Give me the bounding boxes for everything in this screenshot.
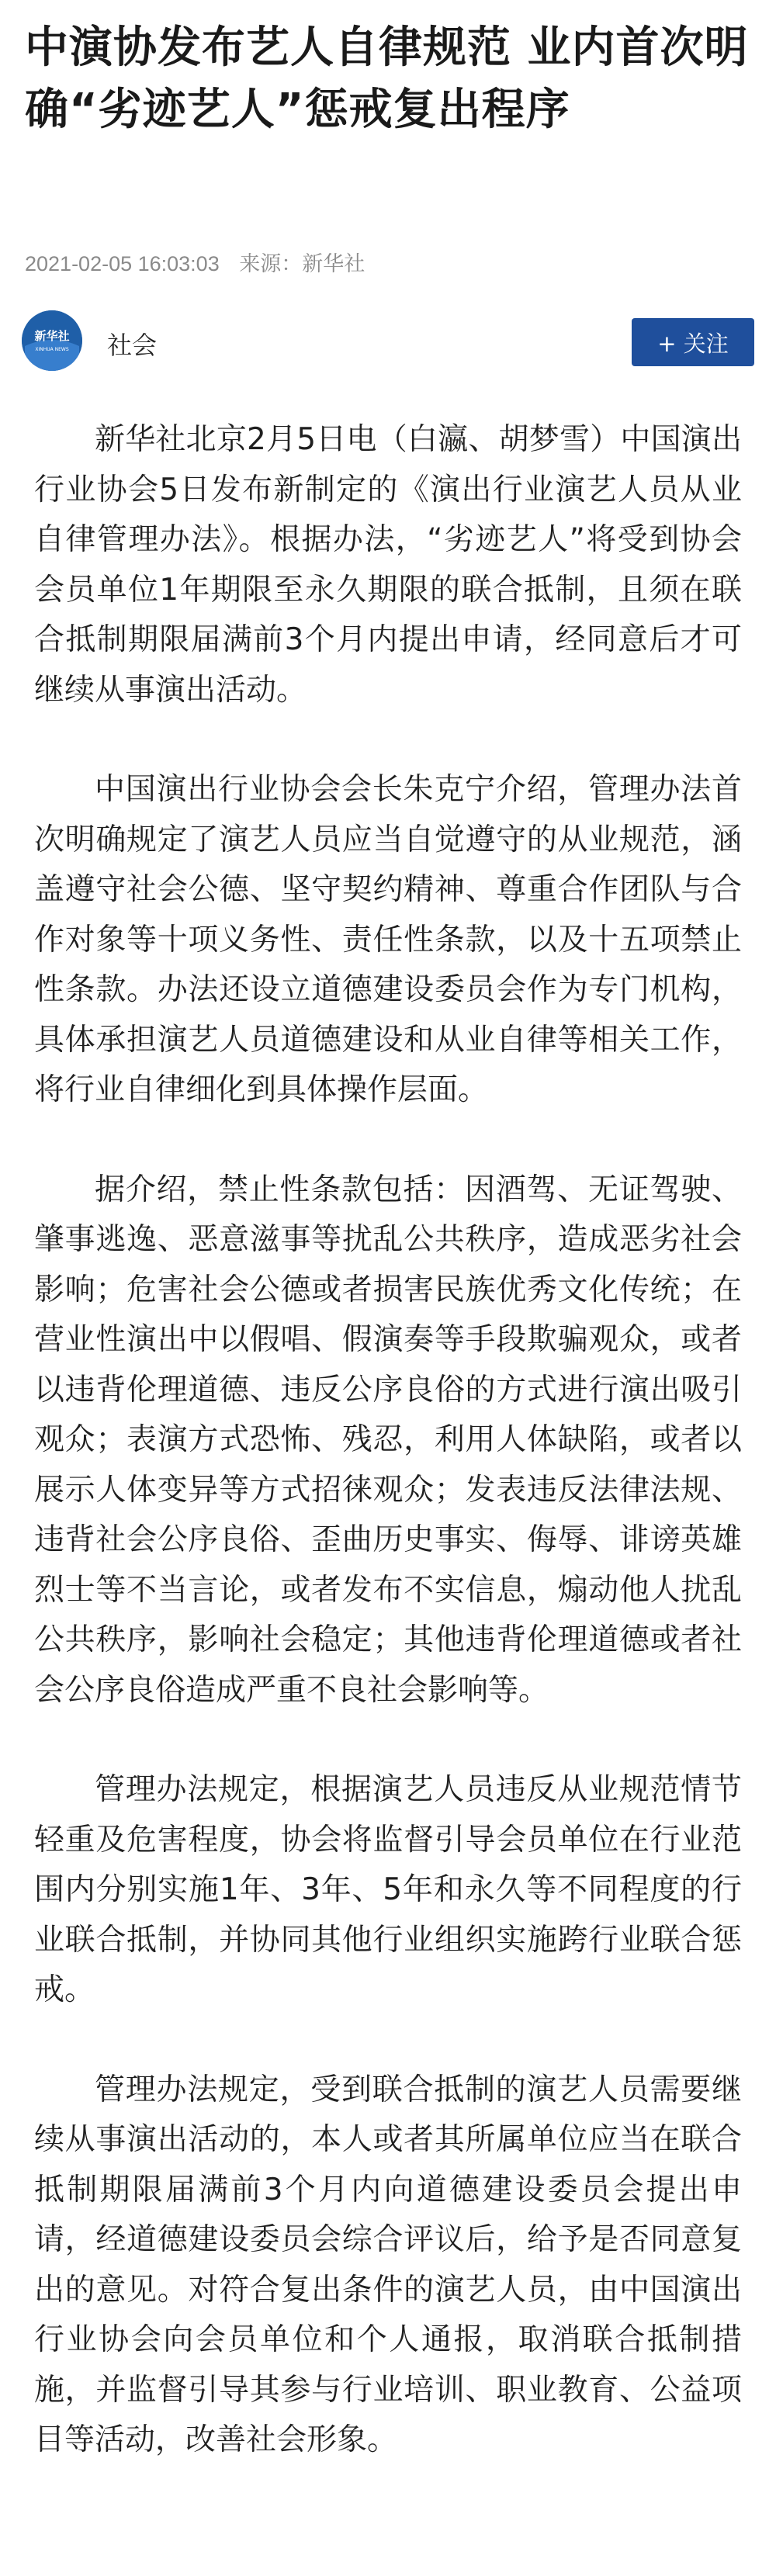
paragraph: 管理办法规定，受到联合抵制的演艺人员需要继续从事演出活动的，本人或者其所属单位应当在联合抵制期限届满前3个月内向道德建设委员会提出申请，经道德建设委员会综合评议后，给予是否同意复出的意见。对符合复出条件的演艺人员，由中国演出行业协会向会员单位和个人通报，取消联合抵制措施，并监督引导其参与行业培训、职业教育、公益项目等活动，改善社会形象。 [34,2072,742,2457]
follow-button[interactable]: + 关注 [632,318,754,366]
xinhua-logo-icon[interactable] [22,310,82,371]
logo-text: 新华社 [34,329,70,343]
publish-datetime: 2021-02-05 16:03:03 [25,252,220,275]
channel-name[interactable]: 社会 [107,331,158,360]
paragraph: 管理办法规定，根据演艺人员违反从业规范情节轻重及危害程度，协会将监督引导会员单位在行业范围内分别实施1年、3年、5年和永久等不同程度的行业联合抵制，并协同其他行业组织实施跨行业联合惩戒。 [34,1772,742,2007]
article-body [34,415,742,2515]
article-source: 来源：新华社 [239,252,365,275]
article-title: 中演协发布艺人自律规范 业内首次明确“劣迹艺人”惩戒复出程序 [25,23,749,135]
paragraph: 据介绍，禁止性条款包括：因酒驾、无证驾驶、肇事逃逸、恶意滋事等扰乱公共秩序，造成恶劣社会影响；危害社会公德或者损害民族优秀文化传统；在营业性演出中以假唱、假演奏等手段欺骗观众，或者以违背伦理道德、违反公序良俗的方式进行演出吸引观众；表演方式恐怖、残忍，利用人体缺陷，或者以展示人体变异等方式招徕观众；发表违反法律法规、违背社会公序良俗、歪曲历史事实、侮辱、诽谤英雄烈士等不当言论，或者发布不实信息，煽动他人扰乱公共秩序，影响社会稳定；其他违背伦理道德或者社会公序良俗造成严重不良社会影响等。 [34,1172,742,1708]
paragraph: 中国演出行业协会会长朱克宁介绍，管理办法首次明确规定了演艺人员应当自觉遵守的从业规范，涵盖遵守社会公德、坚守契约精神、尊重合作团队与合作对象等十项义务性、责任性条款，以及十五项禁止性条款。办法还设立道德建设委员会作为专门机构，具体承担演艺人员道德建设和从业自律等相关工作，将行业自律细化到具体操作层面。 [34,772,742,1107]
article-meta [25,247,379,277]
paragraph: 新华社北京2月5日电（白瀛、胡梦雪）中国演出行业协会5日发布新制定的《演出行业演艺人员从业自律管理办法》。根据办法，“劣迹艺人”将受到协会会员单位1年期限至永久期限的联合抵制，且须在联合抵制期限届满前3个月内提出申请，经同意后才可继续从事演出活动。 [34,422,742,708]
channel-bar [22,310,754,372]
logo-subtext: XINHUA NEWS [35,347,69,352]
